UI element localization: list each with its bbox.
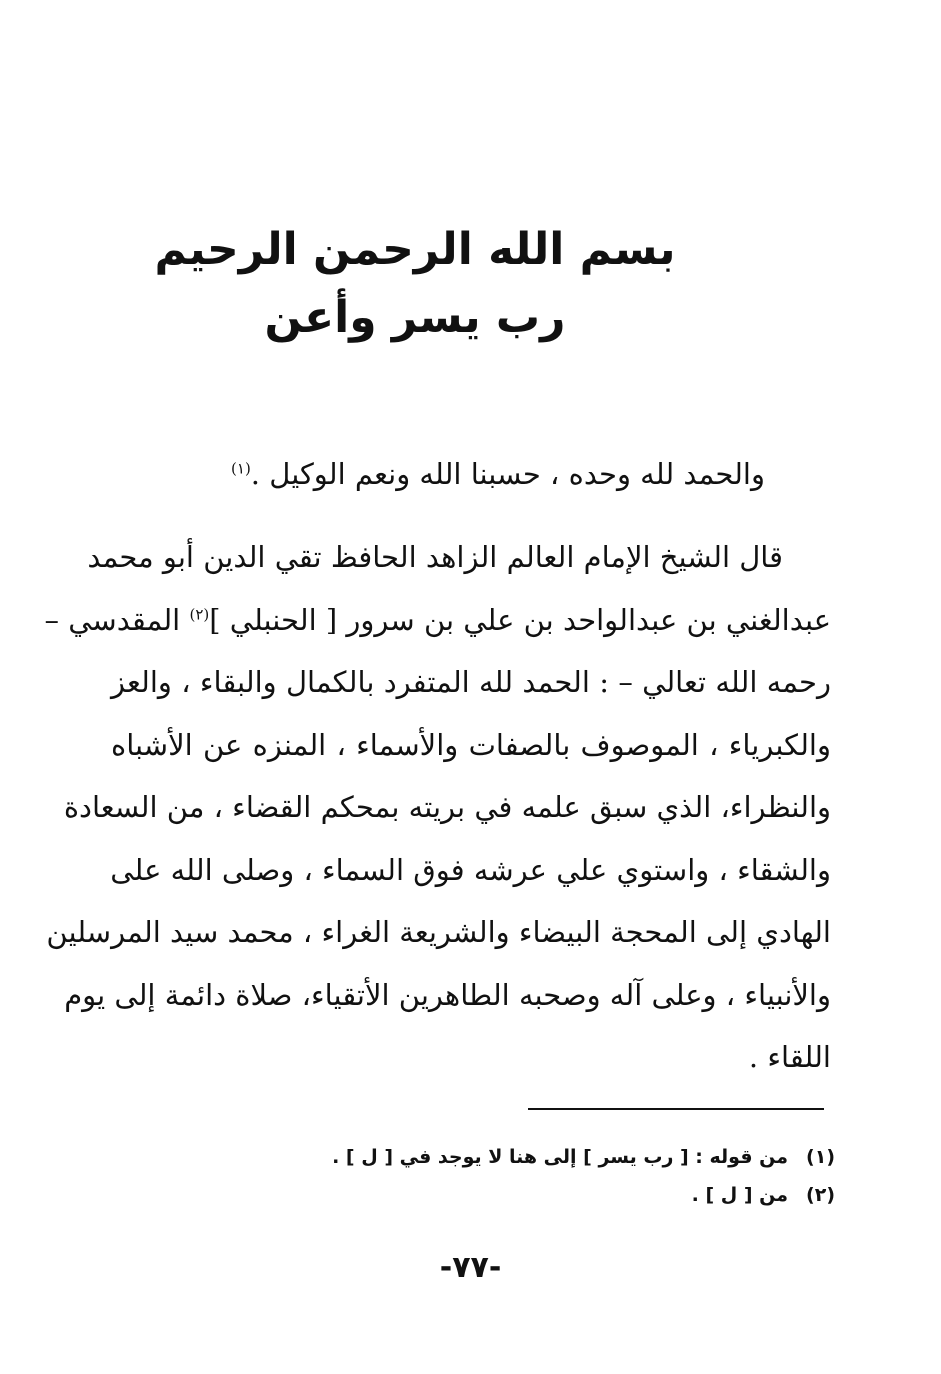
heading-line-2: رب يسر وأعن xyxy=(264,292,566,343)
body-line: والشقاء ، واستوي علي عرشه فوق السماء ، وصلى الله على xyxy=(110,852,831,887)
footnotes xyxy=(115,1138,835,1214)
footnote-ref-1[interactable]: (١) xyxy=(231,459,251,478)
footnote-divider xyxy=(528,1108,824,1110)
footnote-text: من [ ل ] . xyxy=(691,1184,789,1206)
footnote-1 xyxy=(115,1138,835,1176)
body-line: والكبرياء ، الموصوف بالصفات والأسماء ، المنزه عن الأشباه xyxy=(111,727,831,762)
footnote-text: من قوله : [ رب يسر ] إلى هنا لا يوجد في [ ل ] . xyxy=(332,1146,789,1168)
body-line-with-note xyxy=(44,589,831,652)
body-line: قال الشيخ الإمام العالم الزاهد الحافظ تقي الدين أبو محمد xyxy=(87,540,783,574)
body-line: الهادي إلى المحجة البيضاء والشريعة الغراء ، محمد سيد المرسلين xyxy=(46,915,831,949)
body-line: اللقاء . xyxy=(748,1040,831,1074)
footnote-2 xyxy=(115,1176,835,1214)
body-line-tail: المقدسي – xyxy=(44,602,181,637)
opening-text: والحمد لله وحده ، حسبنا الله ونعم الوكيل . xyxy=(250,457,765,491)
body-line: رحمه الله تعالي – : الحمد لله المتفرد بالكمال والبقاء ، والعز xyxy=(111,665,831,699)
opening-line xyxy=(231,446,765,502)
heading-line-1: بسم الله الرحمن الرحيم xyxy=(154,224,676,275)
footnote-ref-2[interactable]: (٢) xyxy=(189,604,210,623)
body-line: والأنبياء ، وعلى آله وصحبه الطاهرين الأتقياء، صلاة دائمة إلى يوم xyxy=(64,977,831,1012)
footnote-number: (١) xyxy=(806,1146,835,1168)
basmala-heading xyxy=(120,216,710,352)
body-line: والنظراء، الذي سبق علمه في بريته بمحكم القضاء ، من السعادة xyxy=(63,790,831,824)
page-number: -٧٧- xyxy=(439,1250,502,1285)
footnote-number: (٢) xyxy=(806,1184,835,1206)
body-paragraph xyxy=(44,526,831,1089)
body-line-text: عبدالغني بن عبدالواحد بن علي بن سرور [ الحنبلي ] xyxy=(209,602,831,637)
